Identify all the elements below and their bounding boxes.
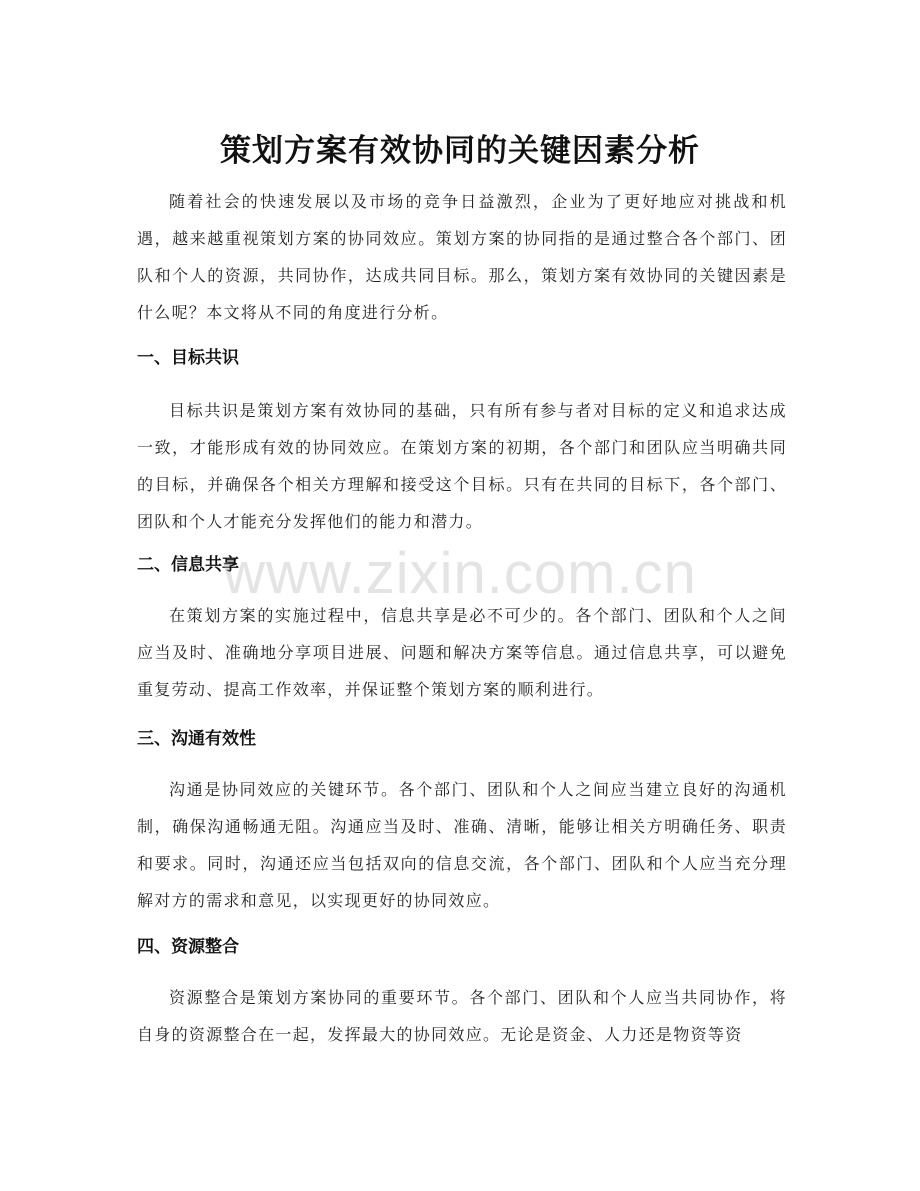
section-body-information-sharing: 在策划方案的实施过程中，信息共享是必不可少的。各个部门、团队和个人之间应当及时、准确地分享项目进展、问题和解决方案等信息。通过信息共享，可以避免重复劳动、提高工作效率，并保证整个策划方案的顺利进行。 [137, 606, 787, 699]
section-heading-communication: 三、沟通有效性 [137, 729, 256, 749]
section-body-goal-consensus: 目标共识是策划方案有效协同的基础，只有所有参与者对目标的定义和追求达成一致，才能形成有效的协同效应。在策划方案的初期，各个部门和团队应当明确共同的目标，并确保各个相关方理解和接受这个目标。只有在共同的目标下，各个部门、团队和个人才能充分发挥他们的能力和潜力。 [137, 401, 787, 531]
section-body-communication: 沟通是协同效应的关键环节。各个部门、团队和个人之间应当建立良好的沟通机制，确保沟通畅通无阻。沟通应当及时、准确、清晰，能够让相关方明确任务、职责和要求。同时，沟通还应当包括双向的信息交流，各个部门、团队和个人应当充分理解对方的需求和意见，以实现更好的协同效应。 [137, 780, 787, 910]
watermark: www.zixin.com.cn [223, 541, 697, 606]
section-body-resource-integration: 资源整合是策划方案协同的重要环节。各个部门、团队和个人应当共同协作，将自身的资源整合在一起，发挥最大的协同效应。无论是资金、人力还是物资等资 [137, 988, 787, 1044]
document-title: 策划方案有效协同的关键因素分析 [220, 132, 700, 169]
intro-paragraph: 随着社会的快速发展以及市场的竞争日益激烈，企业为了更好地应对挑战和机遇，越来越重视策划方案的协同效应。策划方案的协同指的是通过整合各个部门、团队和个人的资源，共同协作，达成共同目标。那么，策划方案有效协同的关键因素是什么呢？本文将从不同的角度进行分析。 [137, 192, 787, 322]
section-heading-resource-integration: 四、资源整合 [137, 937, 239, 957]
section-heading-goal-consensus: 一、目标共识 [137, 348, 239, 368]
section-heading-information-sharing: 二、信息共享 [137, 555, 239, 575]
